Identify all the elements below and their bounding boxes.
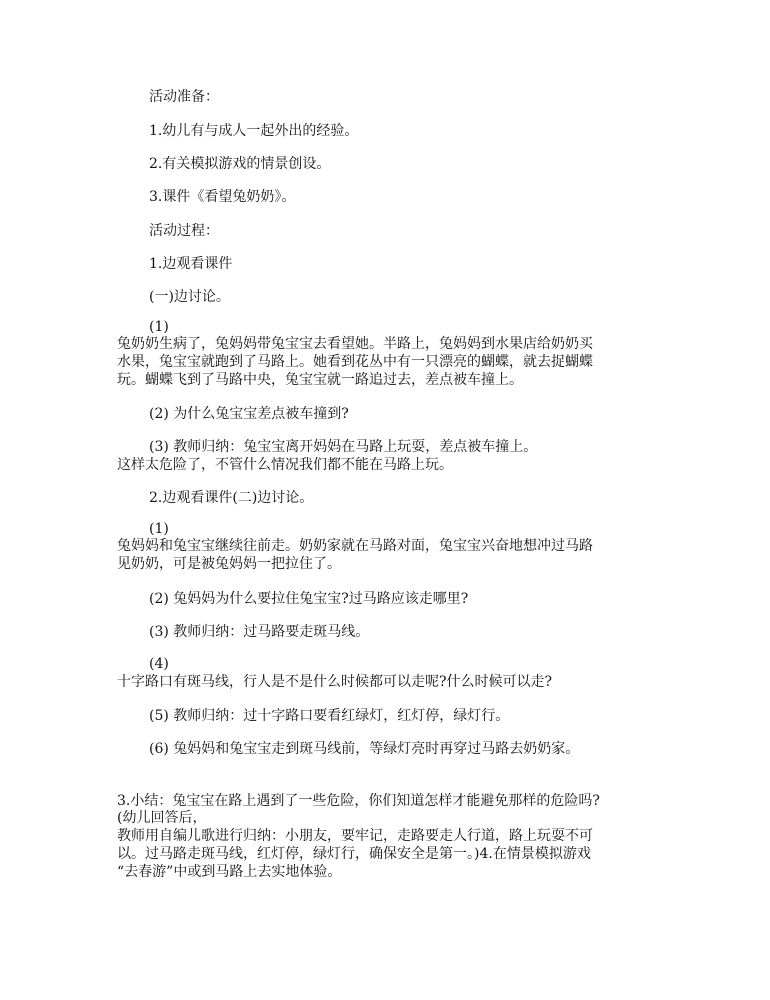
- teacher-summary-1-cont: 这样太危险了，不管什么情况我们都不能在马路上玩。: [117, 457, 453, 473]
- paragraph-line: 兔奶奶生病了，兔妈妈带兔宝宝去看望她。半路上，兔妈妈到水果店给奶奶买: [117, 336, 593, 352]
- item-number: (1): [149, 319, 169, 335]
- step2-question-2: (2) 兔妈妈为什么要拉住兔宝宝?过马路应该走哪里?: [149, 591, 469, 607]
- summary-line: (幼儿回答后，: [117, 810, 207, 826]
- paragraph-line: 见奶奶，可是被兔妈妈一把拉住了。: [117, 556, 341, 572]
- step2-question-5: (5) 教师归纳：过十字路口要看红绿灯，红灯停，绿灯行。: [149, 708, 510, 724]
- item-number: (4): [149, 656, 169, 672]
- paragraph-line: 玩。蝴蝶飞到了马路中央，兔宝宝就一路追过去，差点被车撞上。: [117, 372, 523, 388]
- summary-line: 3.小结：兔宝宝在路上遇到了一些危险，你们知道怎样才能避免那样的危险吗?: [117, 793, 600, 809]
- summary-line: 教师用自编儿歌进行归纳：小朋友，要牢记，走路要走人行道，路上玩耍不可: [117, 828, 593, 844]
- step2-question-3: (3) 教师归纳：过马路要走斑马线。: [149, 624, 370, 640]
- step1-subtitle: (一)边讨论。: [149, 289, 230, 305]
- summary-line: “去春游”中或到马路上去实地体验。: [117, 864, 342, 880]
- summary-line: 以。过马路走斑马线，红灯停，绿灯行，确保安全是第一。)4.在情景模拟游戏: [117, 846, 591, 862]
- teacher-summary-1: (3) 教师归纳：兔宝宝离开妈妈在马路上玩耍，差点被车撞上。: [149, 439, 538, 455]
- item-number: (1): [149, 521, 169, 537]
- paragraph-line: 十字路口有斑马线，行人是不是什么时候都可以走呢?什么时候可以走?: [117, 674, 553, 690]
- step2-question-6: (6) 兔妈妈和兔宝宝走到斑马线前，等绿灯亮时再穿过马路去奶奶家。: [149, 741, 580, 757]
- step1-title: 1.边观看课件: [149, 256, 233, 272]
- prep-item-2: 2.有关模拟游戏的情景创设。: [149, 156, 331, 172]
- paragraph-line: 水果，兔宝宝就跑到了马路上。她看到花丛中有一只漂亮的蝴蝶，就去捉蝴蝶: [117, 354, 593, 370]
- prep-item-1: 1.幼儿有与成人一起外出的经验。: [149, 123, 359, 139]
- step2-title: 2.边观看课件(二)边讨论。: [149, 490, 314, 506]
- prep-heading: 活动准备：: [149, 89, 219, 105]
- question-2: (2) 为什么兔宝宝差点被车撞到?: [149, 406, 349, 422]
- paragraph-line: 兔妈妈和兔宝宝继续往前走。奶奶家就在马路对面，兔宝宝兴奋地想冲过马路: [117, 538, 593, 554]
- prep-item-3: 3.课件《看望兔奶奶》。: [149, 189, 296, 205]
- process-heading: 活动过程：: [149, 223, 219, 239]
